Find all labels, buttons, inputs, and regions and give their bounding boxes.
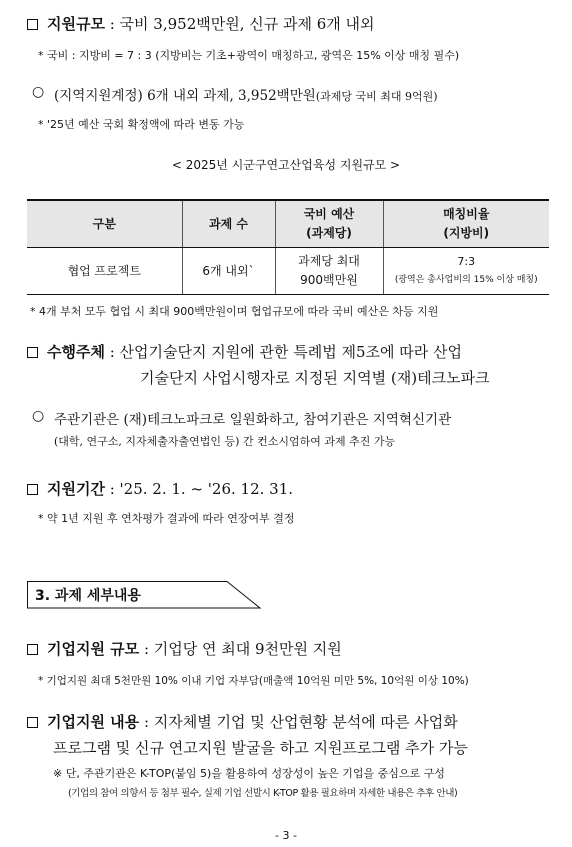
performer-text-l2: 기술단지 사업시행자로 지정된 지역별 (재)테크노파크 xyxy=(140,369,490,387)
support-period-text: : '25. 2. 1. ~ '26. 12. 31. xyxy=(104,480,294,498)
company-support-scale-line xyxy=(47,638,342,659)
regional-account-paren: (과제당 국비 최대 9억원) xyxy=(315,90,438,103)
company-support-content-text-l1: : 지자체별 기업 및 산업현황 분석에 따른 사업화 xyxy=(139,713,458,731)
matching-note: * 국비 : 지방비 = 7 : 3 (지방비는 기초+광역이 매칭하고, 광역은 15% 이상 매칭 필수) xyxy=(38,49,460,62)
cell-budget-line2: 900백만원 xyxy=(300,273,358,287)
bullet-circle-icon: ○ xyxy=(32,408,45,424)
ktop-note-line2: (기업의 참여 의향서 등 첨부 필수, 실제 기업 선발시 K-TOP 활용 필요하며 자세한 내용은 추후 안내) xyxy=(68,788,458,799)
company-support-content-title: 기업지원 내용 xyxy=(47,713,140,731)
support-scale-text: : 국비 3,952백만원, 신규 과제 6개 내외 xyxy=(104,15,375,33)
support-period-line xyxy=(47,478,293,499)
table-footnote: * 4개 부처 모두 협업 시 최대 900백만원이며 협업규모에 따라 국비 예산은 차등 지원 xyxy=(30,305,439,318)
header-category: 구분 xyxy=(27,200,182,248)
support-period-title: 지원기간 xyxy=(47,480,105,498)
cell-budget-line1: 과제당 최대 xyxy=(298,254,360,268)
extension-note: * 약 1년 지원 후 연차평가 결과에 따라 연장여부 결정 xyxy=(38,512,295,525)
header-budget: 국비 예산 (과제당) xyxy=(275,200,383,248)
budget-change-note: * '25년 예산 국회 확정액에 따라 변동 가능 xyxy=(38,118,245,131)
bullet-circle-icon: ○ xyxy=(32,84,45,100)
page-number: - 3 - xyxy=(275,829,297,842)
performer-title: 수행주체 xyxy=(47,343,105,361)
support-scale-line xyxy=(47,13,375,34)
host-org-line2: (대학, 연구소, 지자체출자출연법인 등) 간 컨소시엄하여 과제 추진 가능 xyxy=(54,435,396,448)
support-scale-title: 지원규모 xyxy=(47,15,105,33)
regional-account-bullet xyxy=(54,84,438,104)
cell-ratio-line1: 7:3 xyxy=(457,255,476,268)
company-support-content-text-l2: 프로그램 및 신규 연고지원 발굴을 하고 지원프로그램 추가 가능 xyxy=(53,739,468,757)
ktop-note-line1: ※ 단, 주관기관은 K-TOP(붙임 5)을 활용하여 성장성이 높은 기업을 중심으로 구성 xyxy=(53,767,445,780)
section-heading-box xyxy=(27,581,245,607)
checkbox-marker xyxy=(27,644,38,655)
regional-account-text: (지역지원계정) 6개 내외 과제, 3,952백만원 xyxy=(54,88,316,104)
table-header-row xyxy=(27,200,549,248)
section-heading-title: 3. 과제 세부내용 xyxy=(35,588,141,604)
company-support-scale-text: : 기업당 연 최대 9천만원 지원 xyxy=(139,640,342,658)
self-burden-note: * 기업지원 최대 5천만원 10% 이내 기업 자부담(매출액 10억원 미만 5%, 10억원 이상 10%) xyxy=(38,675,469,687)
cell-count: 6개 내외` xyxy=(182,248,275,295)
header-ratio: 매칭비율 (지방비) xyxy=(383,200,549,248)
cell-category: 협업 프로젝트 xyxy=(27,248,182,295)
table-row xyxy=(27,248,549,295)
cell-ratio-line2: (광역은 총사업비의 15% 이상 매칭) xyxy=(394,275,538,285)
cell-budget xyxy=(275,248,383,295)
performer-line1 xyxy=(47,341,462,362)
table-caption: < 2025년 시군구연고산업육성 지원규모 > xyxy=(171,158,401,172)
support-scale-table xyxy=(27,199,549,295)
checkbox-marker xyxy=(27,717,38,728)
company-support-scale-title: 기업지원 규모 xyxy=(47,640,140,658)
company-support-content-line1 xyxy=(47,711,458,732)
checkbox-marker xyxy=(27,347,38,358)
header-count: 과제 수 xyxy=(182,200,275,248)
checkbox-marker xyxy=(27,19,38,30)
cell-ratio xyxy=(383,248,549,295)
performer-text-l1: : 산업기술단지 지원에 관한 특례법 제5조에 따라 산업 xyxy=(104,343,463,361)
checkbox-marker xyxy=(27,484,38,495)
host-org-line1: 주관기관은 (재)테크노파크로 일원화하고, 참여기관은 지역혁신기관 xyxy=(54,412,452,428)
